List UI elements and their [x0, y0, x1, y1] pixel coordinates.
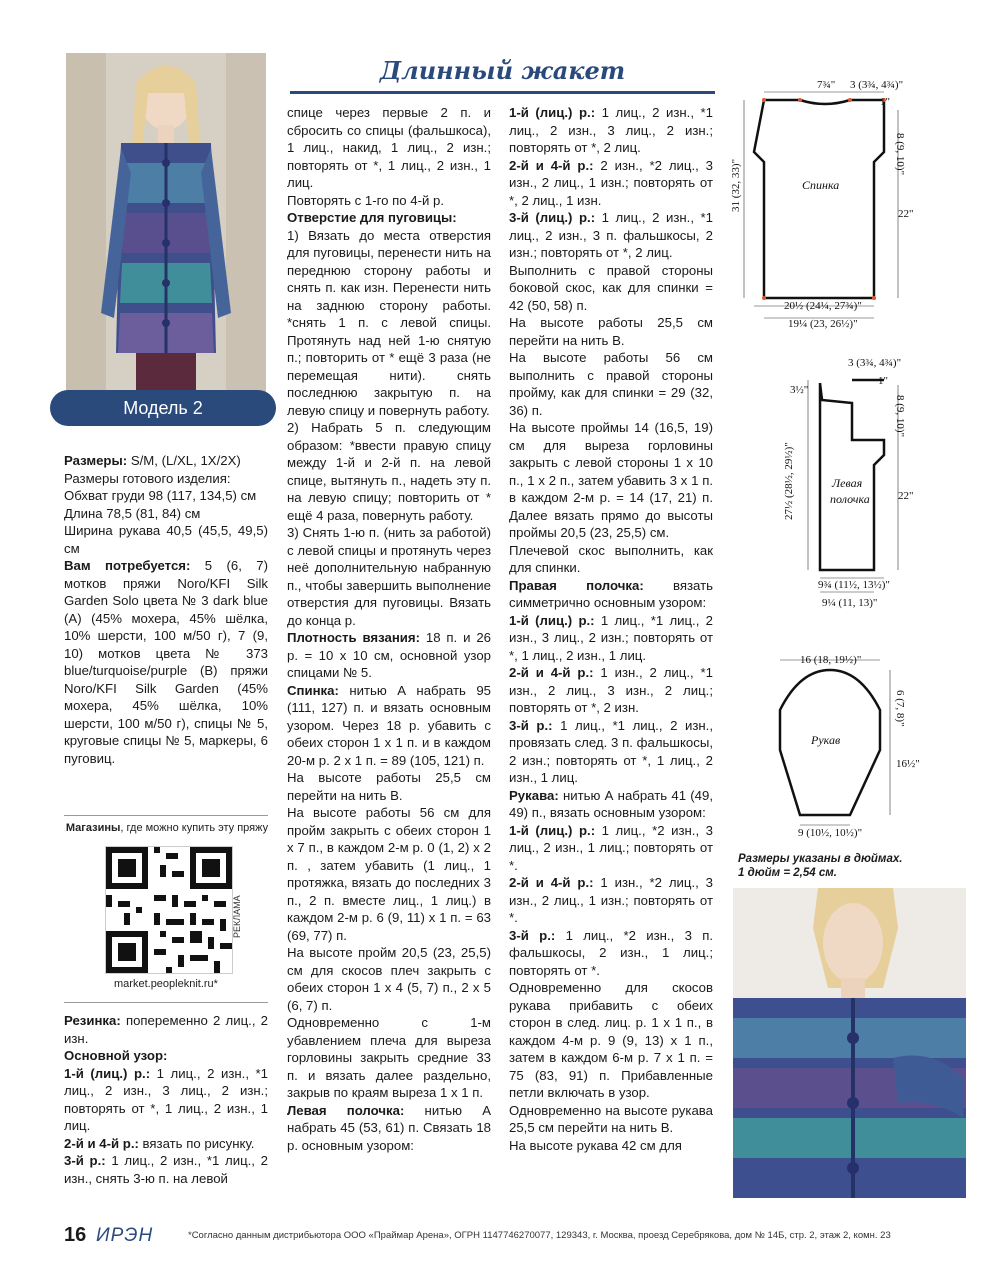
paragraph: [509, 717, 713, 787]
paragraph-text: 3) Снять 1-ю п. (нить за работой) с левой спицы и протянуть через неё дополнительную набранную п., чтобы завершить выполнение отверстия для пуговицы. Вязать до конца р.: [287, 525, 491, 628]
sleeve-cap: 6 (7, 8)": [894, 690, 906, 727]
back-bottom-2: 19¼ (23, 26½)": [788, 318, 858, 330]
paragraph-label: Левая полочка:: [287, 1102, 405, 1118]
paragraph-text: 1 лиц., *2 изн., 3 п. фальшкосы, 2 изн., 1 лиц.; повторять от *.: [509, 927, 714, 978]
paragraph: [509, 349, 713, 419]
paragraph: [509, 262, 713, 315]
paragraph: [64, 487, 268, 505]
paragraph: [509, 157, 713, 210]
front-title-1: Левая: [832, 476, 863, 490]
sleeve-bottom: 9 (10½, 10½)": [798, 827, 863, 839]
paragraph-text: На высоте работы 25,5 см перейти на нить В.: [509, 315, 713, 348]
sleeve-top: 16 (18, 19½)": [800, 654, 862, 666]
sleeve-length: 16½": [896, 758, 920, 770]
paragraph: [287, 227, 491, 420]
back-bottom-1: 20½ (24¼, 27¾)": [784, 300, 862, 312]
paragraph-text: вязать симметрично основным узором:: [509, 577, 713, 610]
paragraph-text: вязать по рисунку.: [138, 1135, 255, 1151]
paragraph-text: 2) Набрать 5 п. следующим образом: *ввести правую спицу между 1-й и 2-й п. на левой спице, вытянуть п., надеть эту п. на левую спицу; повторить от * ещё 4 раза, повернуть работу.: [287, 420, 491, 523]
right-column: [509, 104, 713, 1154]
paragraph: [64, 452, 268, 470]
paragraph-label: 3-й р.:: [509, 717, 553, 733]
paragraph: [509, 419, 713, 542]
back-top-right: 3 (3¾, 4¾)": [850, 79, 904, 91]
paragraph: [64, 1065, 268, 1135]
paragraph-text: нитью А набрать 45 (53, 61) п. Связать 18 р. основным узором:: [287, 1102, 491, 1153]
paragraph-text: 1 изн., *2 лиц., 3 изн., 2 лиц., 1 изн.; повторять от *.: [509, 875, 713, 925]
paragraph-label: 2-й и 4-й р.:: [509, 157, 594, 173]
paragraph-text: 1 лиц., 2 изн., *1 лиц., 2 изн., 3 лиц., 2 изн.; повторять от *, 1 лиц., 2 изн., 1 лиц.: [64, 1065, 269, 1133]
qr-code[interactable]: [105, 846, 233, 974]
back-armhole: 8 (9, 10)": [894, 133, 906, 176]
paragraph: [509, 979, 713, 1102]
sleeve-title: Рукав: [811, 733, 841, 747]
paragraph-text: На высоте работы 56 см для пройм закрыть с обеих сторон 1 х 7 п., в каждом 2-м р. 0 (1, 2) х 2 п. , затем убавить (1 лиц., 1 протяжка, вязать до последних 3 п., 2 п. вместе лиц., 1 лиц.) в каждом 2-м р. 6 (9, 11) х 1 п. = 63 (69, 77) п.: [287, 805, 491, 943]
magazine-brand: ИРЭН: [96, 1225, 154, 1246]
paragraph-text: нитью А набрать 41 (49, 49) п., вязать основным узором:: [509, 787, 713, 820]
paragraph-text: На высоте проймы 14 (16,5, 19) см для выреза горловины закрыть с левой стороны 1 х 10 п., 1 х 2 п., затем убавить 3 х 1 п. в каждом 2-м р. = 14 (17, 21) п. Далее вязать прямо до высоты проймы 20,5 (23, 25,5) см.: [509, 420, 713, 540]
paragraph-text: 2 изн., *2 лиц., 3 изн., 2 лиц., 1 изн.; повторять от *, 2 лиц., 1 изн.: [509, 157, 713, 208]
title-underline: [290, 91, 715, 94]
paragraph-text: 1) Вязать до места отверстия для пуговицы, перенести нить на переднюю сторону работы и снять п. как изн. Перенести нить на заднюю сторону работы. *снять 1 п. с левой спицы. Протянуть над ней 1-ю снятую п.; повторить от * ещё 3 раза (не перемещая нити). снять последнюю закрытую п. на левую спицу и повернуть работу.: [287, 227, 491, 418]
paragraph-text: На высоте работы 25,5 см перейти на нить В.: [287, 770, 491, 803]
sizes-note: [738, 852, 968, 880]
paragraph: [64, 1152, 268, 1187]
paragraph-text: Одновременно с 1-м убавлением плеча для выреза горловины закрыть средние 33 п. и вязать далее раздельно, закрыв по краям выреза 1 х 1 п.: [287, 1015, 491, 1100]
paragraph-label: 1-й (лиц.) р.:: [509, 822, 596, 838]
paragraph: [287, 804, 491, 944]
paragraph: [509, 314, 713, 349]
paragraph-text: Размеры готового изделия:: [64, 470, 231, 486]
sizes-note-1: Размеры указаны в дюймах.: [738, 853, 903, 865]
back-top-left: 7¾": [817, 79, 836, 91]
paragraph: [64, 522, 268, 557]
paragraph: [64, 470, 268, 488]
paragraph: [287, 769, 491, 804]
paragraph: [287, 1102, 491, 1155]
schematics: [730, 70, 970, 870]
paragraph: [509, 1137, 713, 1155]
paragraph-text: нитью А набрать 95 (111, 127) п. и вязать основным узором. Через 18 р. убавить с обеих сторон 1 х 1 п. и в каждом 20-м р. 2 х 1 п. = 89 (105, 121) п.: [287, 682, 491, 768]
back-side: 22": [898, 208, 914, 220]
left-column: [64, 452, 268, 767]
paragraph: [287, 629, 491, 682]
paragraph-label: 3-й р.:: [509, 927, 556, 943]
paragraph: [64, 557, 268, 767]
paragraph: [287, 192, 491, 210]
paragraph: [509, 787, 713, 822]
shop-url[interactable]: market.peopleknit.ru*: [114, 978, 218, 990]
paragraph-label: Правая полочка:: [509, 577, 644, 593]
paragraph-text: Повторять с 1-го по 4-й р.: [287, 192, 445, 208]
front-armhole: 8 (9, 10)": [894, 395, 906, 438]
paragraph-text: На высоте рукава 42 см для: [509, 1137, 682, 1153]
paragraph: [509, 1102, 713, 1137]
front-length: 27½ (28½, 29½)": [783, 442, 795, 520]
page-number: 16: [64, 1224, 87, 1246]
paragraph: [509, 822, 713, 875]
paragraph-label: Вам потребуется:: [64, 558, 191, 573]
paragraph-text: Одновременно на высоте рукава 25,5 см перейти на нить В.: [509, 1102, 713, 1135]
paragraph: [287, 524, 491, 629]
paragraph: [64, 1047, 268, 1065]
back-length: 31 (32, 33)": [730, 158, 742, 212]
paragraph-text: Обхват груди 98 (117, 134,5) см: [64, 488, 257, 503]
middle-column: [287, 104, 491, 1154]
paragraph-text: 5 (6, 7) мотков пряжи Noro/KFI Silk Garden Solo цвета № 3 dark blue (А) (45% мохера, 45% шёлка, 10% шерсти, 100 м/50 г), 7 (9, 10) мотков цвета № 373 blue/turquoise/purple (В) пряжи Noro/KFI Silk Garden (45% мохера, 45% шёлка, 10% шерсти, 100 м/50 г), спицы № 5, круговые спицы № 5, маркеры, 6 пуговиц.: [64, 558, 268, 766]
front-top: 3 (3¾, 4¾)": [848, 357, 902, 369]
paragraph-text: 1 лиц., 2 изн., *1 лиц., 2 изн., 3 лиц., 2 изн.; повторять от *, 2 лиц.: [509, 105, 714, 155]
paragraph: [509, 542, 713, 577]
paragraph-text: 1 лиц., 2 изн., *1 лиц., 2 изн., 3 п. фальшкосы, 2 изн.; повторять от *, 2 лиц.: [509, 210, 714, 260]
paragraph: [287, 944, 491, 1014]
paragraph-text: Одновременно для скосов рукава прибавить с обеих сторон в след. лиц. р. 1 х 1 п., в каждом 4-м р. 9 (9, 13) х 1 п., затем в каждом 6-м р. 7 х 1 п. = 75 (83, 91) п. Прибавленные петли включать в узор.: [509, 980, 713, 1100]
paragraph: [64, 1012, 268, 1047]
paragraph: [64, 505, 268, 523]
shops-caption: Магазины, где можно купить эту пряжу: [65, 822, 269, 834]
left-column-2: [64, 1012, 268, 1187]
detail-photo: [733, 888, 966, 1198]
paragraph-label: 2-й и 4-й р.:: [64, 1135, 139, 1151]
front-side: 22": [898, 490, 914, 502]
paragraph-label: 3-й (лиц.) р.:: [509, 210, 596, 225]
paragraph-label: 1-й (лиц.) р.:: [509, 612, 595, 628]
paragraph-text: попеременно 2 лиц., 2 изн.: [64, 1013, 268, 1046]
paragraph-label: Размеры:: [64, 453, 128, 468]
paragraph: [509, 104, 713, 157]
paragraph-label: 1-й (лиц.) р.:: [64, 1065, 151, 1081]
paragraph-label: 2-й и 4-й р.:: [509, 875, 594, 890]
back-neck: 1": [880, 96, 890, 108]
paragraph-label: 3-й р.:: [64, 1153, 106, 1168]
paragraph: [287, 1014, 491, 1102]
paragraph-text: спице через первые 2 п. и сбросить со спицы (фальшкоса), 1 лиц., накид, 1 лиц., 2 изн.; повторять от *, 1 лиц., 2 изн., 1 лиц.: [287, 105, 491, 190]
front-bottom-2: 9¼ (11, 13)": [822, 597, 878, 609]
paragraph-label: Рукава:: [509, 787, 559, 803]
paragraph: [509, 664, 713, 717]
paragraph: [287, 682, 491, 770]
paragraph-text: Ширина рукава 40,5 (45,5, 49,5) см: [64, 523, 268, 556]
front-title-2: полочка: [830, 492, 870, 506]
paragraph-label: Спинка:: [287, 682, 339, 698]
back-title: Спинка: [802, 178, 840, 192]
ad-label: РЕКЛАМА: [232, 895, 242, 938]
paragraph-label: 2-й и 4-й р.:: [509, 665, 594, 680]
paragraph: [287, 419, 491, 524]
page-title: Длинный жакет: [379, 56, 626, 85]
front-neck: 1": [878, 375, 888, 387]
paragraph-text: S/M, (L/XL, 1X/2X): [127, 453, 241, 468]
paragraph-label: Резинка:: [64, 1013, 121, 1028]
divider: [64, 815, 268, 816]
paragraph-text: 1 лиц., 2 изн., *1 лиц., 2 изн., снять 3-ю п. на левой: [64, 1153, 268, 1186]
front-left-top: 3½": [790, 384, 809, 396]
model-label: Модель 2: [50, 390, 276, 426]
paragraph: [287, 209, 491, 227]
paragraph: [509, 612, 713, 665]
paragraph-text: Плечевой скос выполнить, как для спинки.: [509, 542, 713, 575]
paragraph-text: 1 изн., 2 лиц., *1 изн., 2 лиц., 3 изн., 2 лиц.; повторять от *, 2 изн.: [509, 665, 713, 715]
paragraph-label: Плотность вязания:: [287, 630, 420, 645]
paragraph-text: 1 лиц., *1 лиц., 2 изн., провязать след. 3 п. фальшкосы, 2 изн.; повторять от *, 1 лиц., 2 изн., 1 лиц.: [509, 717, 714, 785]
divider: [64, 1002, 268, 1003]
paragraph: [509, 874, 713, 927]
paragraph-text: Длина 78,5 (81, 84) см: [64, 505, 201, 521]
paragraph-text: На высоте работы 56 см выполнить с правой стороны пройму, как для спинки = 29 (32, 36) п.: [509, 350, 713, 418]
paragraph: [64, 1135, 268, 1153]
paragraph-text: 1 лиц., *1 лиц., 2 изн., 3 лиц., 2 изн.; повторять от *, 1 лиц., 2 изн., 1 лиц.: [509, 612, 714, 663]
paragraph: [287, 104, 491, 192]
paragraph: [509, 209, 713, 262]
back-schematic: [744, 92, 898, 318]
paragraph-text: На высоте пройм 20,5 (23, 25,5) см для скосов плеч закрыть с обеих сторон 1 х 4 (5, 7) п., 2 х 5 (6, 7) п.: [287, 945, 491, 1013]
model-photo: [66, 53, 266, 423]
paragraph-label: 1-й (лиц.) р.:: [509, 105, 596, 120]
paragraph-text: 1 лиц., *2 изн., 3 лиц., 2 изн., 1 лиц.; повторять от *.: [509, 822, 714, 873]
paragraph: [509, 577, 713, 612]
paragraph: [509, 927, 713, 980]
sizes-note-2: 1 дюйм = 2,54 см.: [738, 867, 837, 879]
paragraph-text: 18 п. и 26 р. = 10 х 10 см, основной узор спицами № 5.: [287, 630, 492, 680]
paragraph-label: Отверстие для пуговицы:: [287, 210, 457, 225]
paragraph-text: Выполнить с правой стороны боковой скос, как для спинки = 42 (50, 58) п.: [509, 262, 713, 313]
paragraph-label: Основной узор:: [64, 1048, 168, 1063]
footnote: *Согласно данным дистрибьютора ООО «Праймар Арена», ОГРН 1147746270077, 129343, г. Москва, проезд Серебрякова, дом № 14Б, стр. 2, этаж 2, комн. 23: [188, 1230, 891, 1241]
front-bottom-1: 9¾ (11½, 13½)": [818, 579, 890, 591]
